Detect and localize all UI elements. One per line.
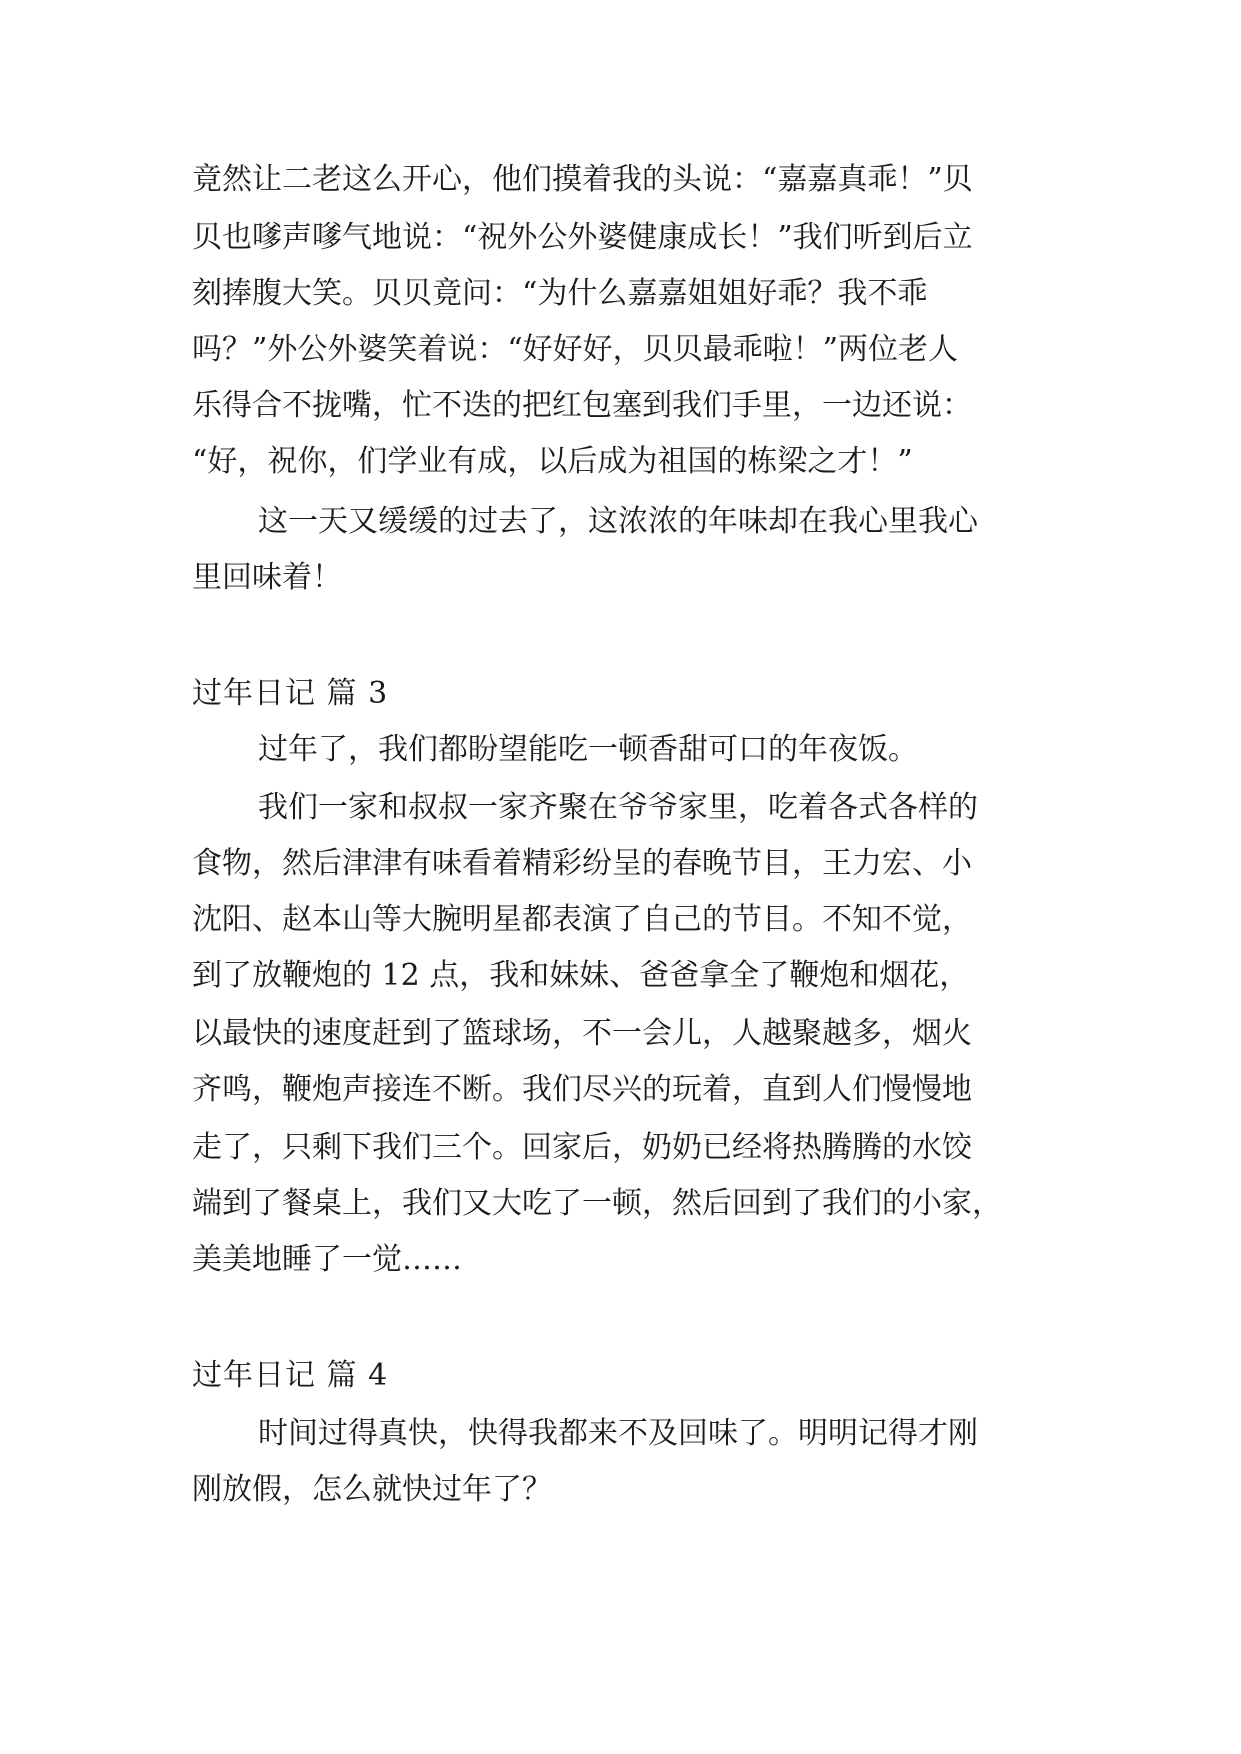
text-line: 食物，然后津津有味看着精彩纷呈的春晚节目，王力宏、小 <box>192 846 972 881</box>
text-line: 到了放鞭炮的 12 点，我和妹妹、爸爸拿全了鞭炮和烟花， <box>192 958 970 993</box>
text-line: 美美地睡了一觉…… <box>192 1242 462 1277</box>
text-line: 刻捧腹大笑。贝贝竟问：“为什么嘉嘉姐姐好乖？我不乖 <box>192 276 928 311</box>
paragraph-first-line: 时间过得真快，快得我都来不及回味了。明明记得才刚 <box>258 1416 978 1451</box>
section-heading: 过年日记 篇 4 <box>192 1358 389 1393</box>
text-line: 沈阳、赵本山等大腕明星都表演了自己的节目。不知不觉， <box>192 902 972 937</box>
text-line: 以最快的速度赶到了篮球场，不一会儿，人越聚越多，烟火 <box>192 1016 972 1051</box>
text-line: 吗？”外公外婆笑着说：“好好好，贝贝最乖啦！”两位老人 <box>192 332 959 367</box>
text-line: 齐鸣，鞭炮声接连不断。我们尽兴的玩着，直到人们慢慢地 <box>192 1072 972 1107</box>
text-line: 里回味着！ <box>192 560 342 595</box>
text-line: “好，祝你，们学业有成，以后成为祖国的栋梁之才！” <box>192 444 913 479</box>
text-line: 乐得合不拢嘴，忙不迭的把红包塞到我们手里，一边还说： <box>192 388 972 423</box>
paragraph-first-line: 这一天又缓缓的过去了，这浓浓的年味却在我心里我心 <box>258 504 978 539</box>
text-line: 端到了餐桌上，我们又大吃了一顿，然后回到了我们的小家， <box>192 1186 1002 1221</box>
text-line: 刚放假，怎么就快过年了？ <box>192 1472 552 1507</box>
text-line: 贝也嗲声嗲气地说：“祝外公外婆健康成长！”我们听到后立 <box>192 220 973 255</box>
text-line: 竟然让二老这么开心，他们摸着我的头说：“嘉嘉真乖！”贝 <box>192 162 973 197</box>
paragraph-first-line: 过年了，我们都盼望能吃一顿香甜可口的年夜饭。 <box>258 732 918 767</box>
paragraph-first-line: 我们一家和叔叔一家齐聚在爷爷家里，吃着各式各样的 <box>258 790 978 825</box>
section-heading: 过年日记 篇 3 <box>192 676 389 711</box>
text-line: 走了，只剩下我们三个。回家后，奶奶已经将热腾腾的水饺 <box>192 1130 972 1165</box>
